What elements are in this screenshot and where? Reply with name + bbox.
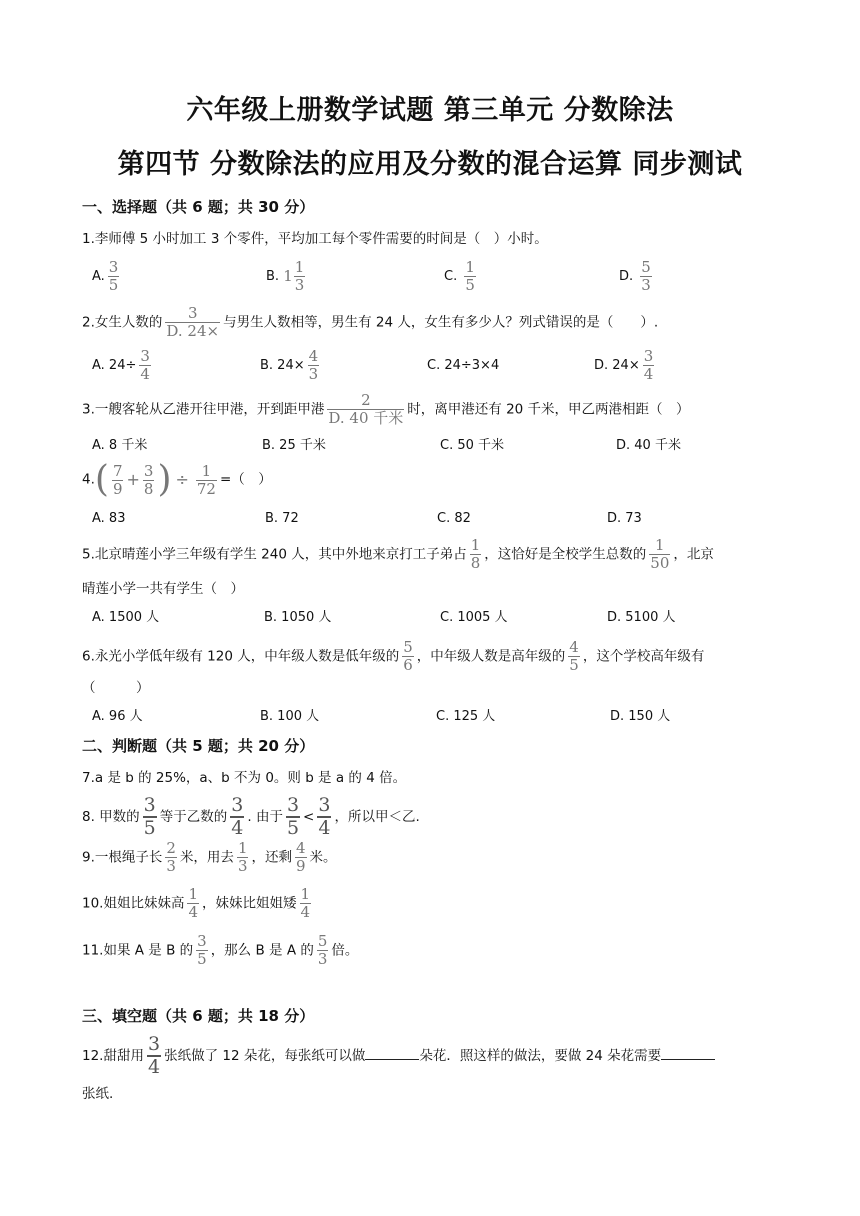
q5-option-d[interactable]: D. 5100 人: [607, 610, 676, 625]
question-1: 1.李师傅 5 小时加工 3 个零件，平均加工每个零件需要的时间是（ ）小时。: [82, 231, 548, 247]
q5-option-b[interactable]: B. 1050 人: [264, 610, 332, 625]
section-heading-choice: 一、选择题（共 6 题；共 30 分）: [82, 198, 315, 216]
q6-option-c[interactable]: C. 125 人: [436, 709, 496, 724]
question-2: 2.女生人数的 $\frac{3}{D. 24\times}$ 与男生人数相等，男生有 24 人，女生有多少人？列式错误的是（ ）.: [82, 304, 659, 340]
q3-option-a[interactable]: A. 8 千米: [92, 438, 148, 453]
q4-option-b[interactable]: B. 72: [265, 511, 299, 526]
question-10: 10.姐姐比妹妹高 $\frac{1}{4}$ ，妹妹比姐姐矮 $\frac{1}{4}$: [82, 885, 311, 921]
q3-option-c[interactable]: C. 50 千米: [440, 438, 505, 453]
page-title: 六年级上册数学试题 第三单元 分数除法: [186, 95, 674, 126]
answer-blank-2[interactable]: [661, 1047, 715, 1060]
q1-option-c[interactable]: C. $\frac{1}{5}$: [444, 258, 475, 294]
q6-option-b[interactable]: B. 100 人: [260, 709, 320, 724]
q4-option-d[interactable]: D. 73: [607, 511, 642, 526]
section-heading-judgment: 二、判断题（共 5 题；共 20 分）: [82, 737, 315, 755]
q1-option-a[interactable]: A. $\frac{3}{5}$: [92, 258, 119, 294]
question-11: 11.如果 A 是 B 的 $\frac{3}{5}$ ，那么 B 是 A 的 $\frac{5}{3}$ 倍。: [82, 932, 359, 968]
q5-option-a[interactable]: A. 1500 人: [92, 610, 160, 625]
q6-option-a[interactable]: A. 96 人: [92, 709, 143, 724]
q1-option-d[interactable]: D. $\frac{5}{3}$: [619, 258, 651, 294]
q4-option-a[interactable]: A. 83: [92, 511, 126, 526]
q4-option-c[interactable]: C. 82: [437, 511, 471, 526]
q6-option-d[interactable]: D. 150 人: [610, 709, 671, 724]
q1-option-b[interactable]: B. 1 $\frac{1}{3}$: [266, 258, 305, 294]
question-12-line-2: 张纸.: [82, 1086, 114, 1102]
q2-option-b[interactable]: B. 24× $\frac{4}{3}$: [260, 347, 319, 383]
question-9: 9.一根绳子长 $\frac{2}{3}$ 米，用去 $\frac{1}{3}$ ，还剩 $\frac{4}{9}$ 米。: [82, 839, 337, 875]
answer-blank-1[interactable]: [365, 1047, 419, 1060]
question-3: 3.一艘客轮从乙港开往甲港，开到距甲港 $\frac{2}{\text{D. 40 千米}}$ 时，离甲港还有 20 千米，甲乙两港相距（ ）: [82, 391, 690, 427]
question-5-line-2: 晴莲小学一共有学生（ ）: [82, 581, 244, 597]
section-heading-fill: 三、填空题（共 6 题；共 18 分）: [82, 1007, 315, 1025]
page-subtitle: 第四节 分数除法的应用及分数的混合运算 同步测试: [117, 149, 743, 180]
question-5: 5.北京晴莲小学三年级有学生 240 人，其中外地来京打工子弟占 $\frac{1}{8}$ ，这恰好是全校学生总数的 $\frac{1}{50}$ ，北京: [82, 536, 714, 572]
question-6: 6.永光小学低年级有 120 人，中年级人数是低年级的 $\frac{5}{6}$ ，中年级人数是高年级的 $\frac{4}{5}$ ，这个学校高年级有: [82, 638, 705, 674]
q2-option-c[interactable]: C. 24÷3×4: [427, 358, 500, 373]
q2-option-a[interactable]: A. 24÷ $\frac{3}{4}$: [92, 347, 150, 383]
question-6-line-2: （ ）: [82, 680, 150, 696]
q3-option-b[interactable]: B. 25 千米: [262, 438, 326, 453]
q5-option-c[interactable]: C. 1005 人: [440, 610, 508, 625]
q3-option-d[interactable]: D. 40 千米: [616, 438, 681, 453]
question-8: 8. 甲数的 $\frac{3}{5}$ 等于乙数的 $\frac{3}{4}$ . 由于 $\frac{3}{5}$ < $\frac{3}{4}$ ，所以甲＜乙.: [82, 794, 420, 839]
q2-option-d[interactable]: D. 24× $\frac{3}{4}$: [594, 347, 654, 383]
question-7: 7.a 是 b 的 25%，a、b 不为 0。则 b 是 a 的 4 倍。: [82, 770, 407, 786]
question-12: 12.甜甜用 $\frac{3}{4}$ 张纸做了 12 朵花，每张纸可以做 朵花．照这样的做法，要做 24 朵花需要: [82, 1035, 715, 1077]
question-4: 4.( $\frac{7}{9}$ + $\frac{3}{8}$ ) ÷ $\frac{1}{72}$ =（ ）: [82, 459, 272, 500]
